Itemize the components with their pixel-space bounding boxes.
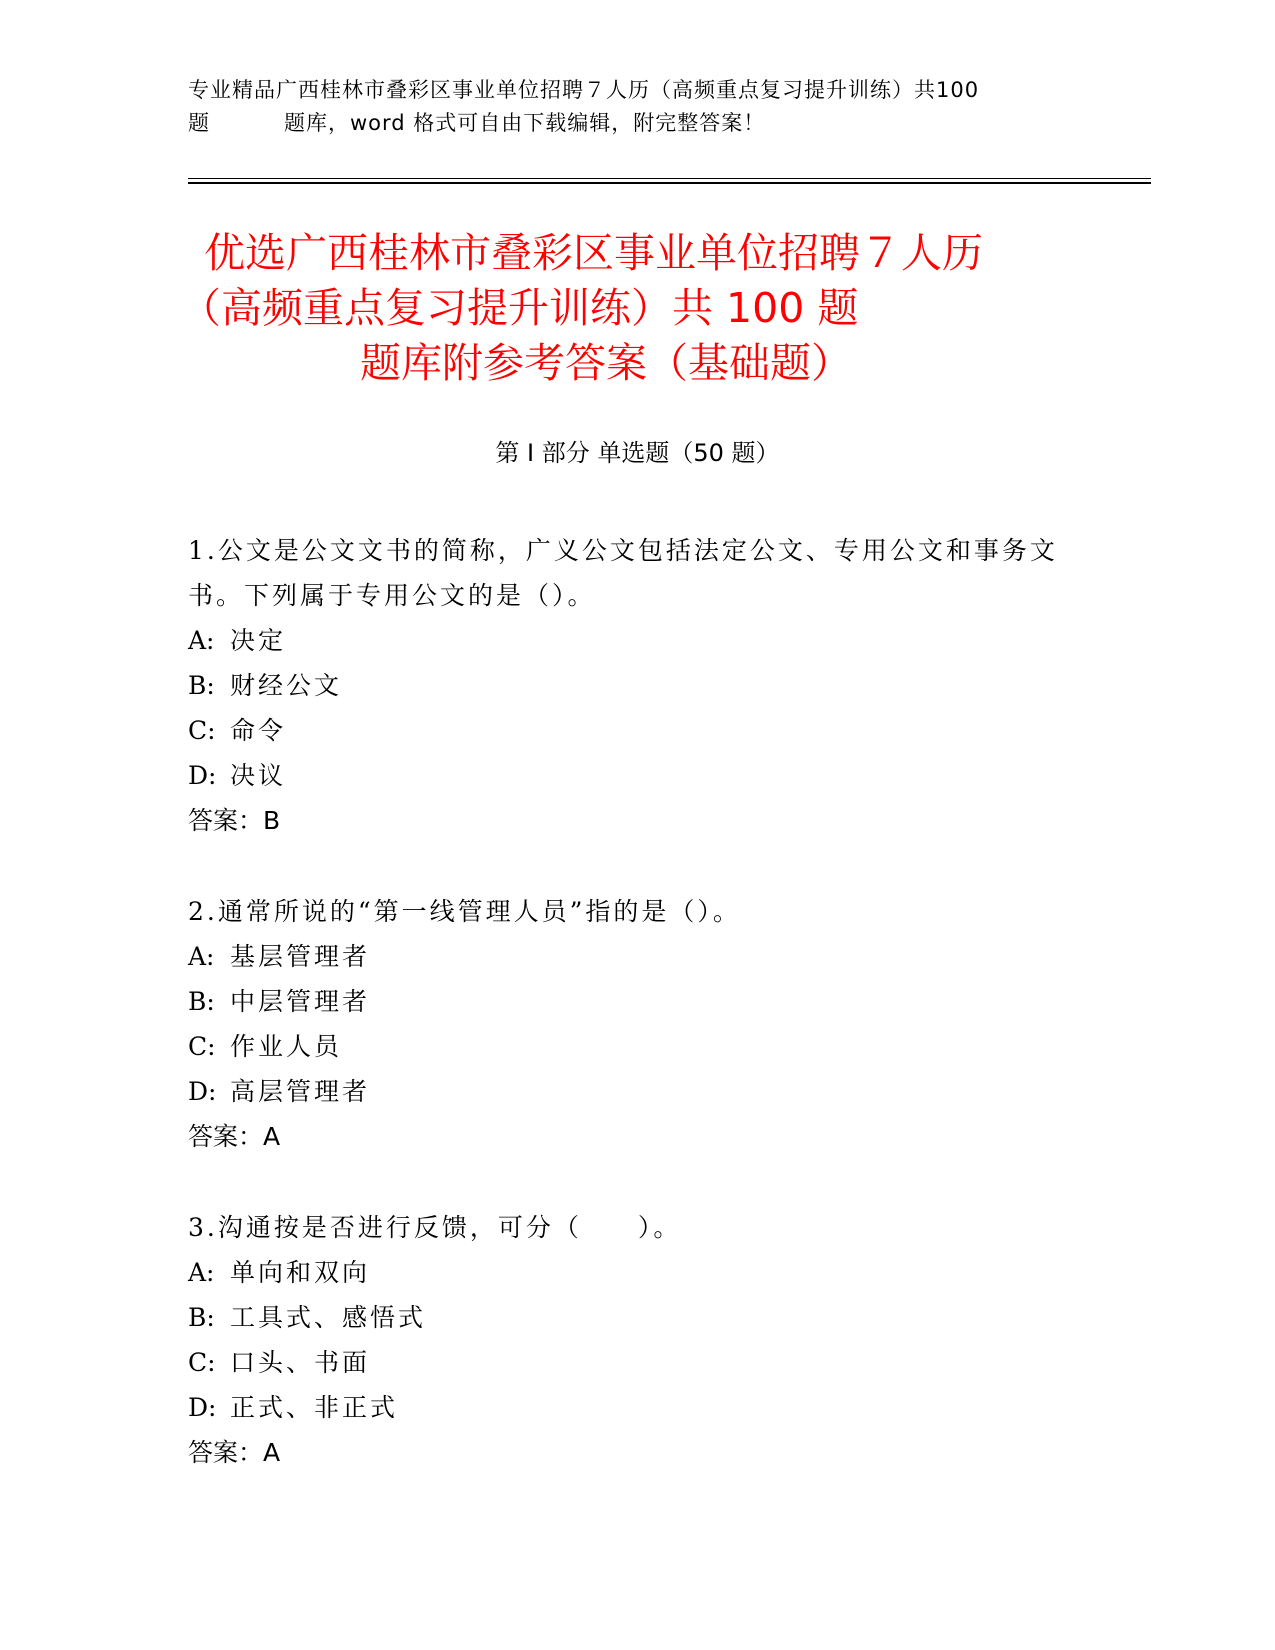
option-text: 正式、非正式	[230, 1393, 399, 1422]
option-label: D:	[188, 761, 217, 790]
option-text: 决定	[230, 626, 287, 655]
header-line-1: 专业精品广西桂林市叠彩区事业单位招聘７人历（高频重点复习提升训练）共100	[188, 78, 980, 102]
answer: 答案：A	[188, 1438, 281, 1467]
option-a	[188, 1250, 1068, 1295]
header-line-2-left: 题	[188, 111, 210, 135]
option-a	[188, 934, 1068, 979]
option-label: B:	[188, 987, 215, 1016]
option-text: 财经公文	[230, 671, 343, 700]
header-divider-thick	[188, 182, 1151, 184]
option-d	[188, 1069, 1068, 1114]
option-label: C:	[188, 1032, 216, 1061]
page-header	[188, 74, 1088, 140]
option-text: 命令	[230, 716, 287, 745]
option-text: 口头、书面	[230, 1348, 371, 1377]
option-d	[188, 1385, 1068, 1430]
option-b	[188, 1295, 1068, 1340]
section-heading: 第 I 部分 单选题（50 题）	[495, 439, 780, 467]
answer: 答案：A	[188, 1122, 281, 1151]
option-label: C:	[188, 1348, 216, 1377]
answer: 答案：B	[188, 806, 281, 835]
option-b	[188, 663, 1068, 708]
option-text: 作业人员	[230, 1032, 343, 1061]
question-3	[188, 1205, 1068, 1475]
header-line-2	[188, 107, 1088, 140]
document-title	[160, 226, 1140, 391]
option-label: C:	[188, 716, 216, 745]
option-text: 基层管理者	[230, 942, 371, 971]
title-line-1: 优选广西桂林市叠彩区事业单位招聘７人历	[204, 229, 983, 277]
option-label: B:	[188, 671, 215, 700]
question-text: 2.通常所说的“第一线管理人员”指的是（）。	[188, 897, 741, 926]
option-b	[188, 979, 1068, 1024]
header-line-2-right: 题库，word 格式可自由下载编辑，附完整答案！	[284, 111, 766, 135]
option-c	[188, 708, 1068, 753]
option-c	[188, 1340, 1068, 1385]
option-a	[188, 618, 1068, 663]
title-line-2: （高频重点复习提升训练）共 100 题	[180, 284, 859, 332]
option-label: D:	[188, 1077, 217, 1106]
title-line-3: 题库附参考答案（基础题）	[360, 339, 852, 387]
question-text: 1.公文是公文文书的简称，广义公文包括法定公文、专用公文和事务文书。下列属于专用公文的是（）。	[188, 536, 1058, 610]
option-label: B:	[188, 1303, 215, 1332]
option-label: D:	[188, 1393, 217, 1422]
question-2	[188, 889, 1068, 1159]
option-label: A:	[188, 1258, 215, 1287]
option-text: 工具式、感悟式	[230, 1303, 427, 1332]
question-1	[188, 528, 1068, 843]
option-label: A:	[188, 626, 215, 655]
option-text: 中层管理者	[230, 987, 371, 1016]
option-d	[188, 753, 1068, 798]
question-text: 3.沟通按是否进行反馈，可分（ ）。	[188, 1213, 682, 1242]
option-text: 决议	[230, 761, 287, 790]
option-text: 高层管理者	[230, 1077, 371, 1106]
option-text: 单向和双向	[230, 1258, 371, 1287]
question-list	[188, 528, 1068, 1521]
header-divider-thin	[188, 178, 1151, 179]
option-label: A:	[188, 942, 215, 971]
option-c	[188, 1024, 1068, 1069]
